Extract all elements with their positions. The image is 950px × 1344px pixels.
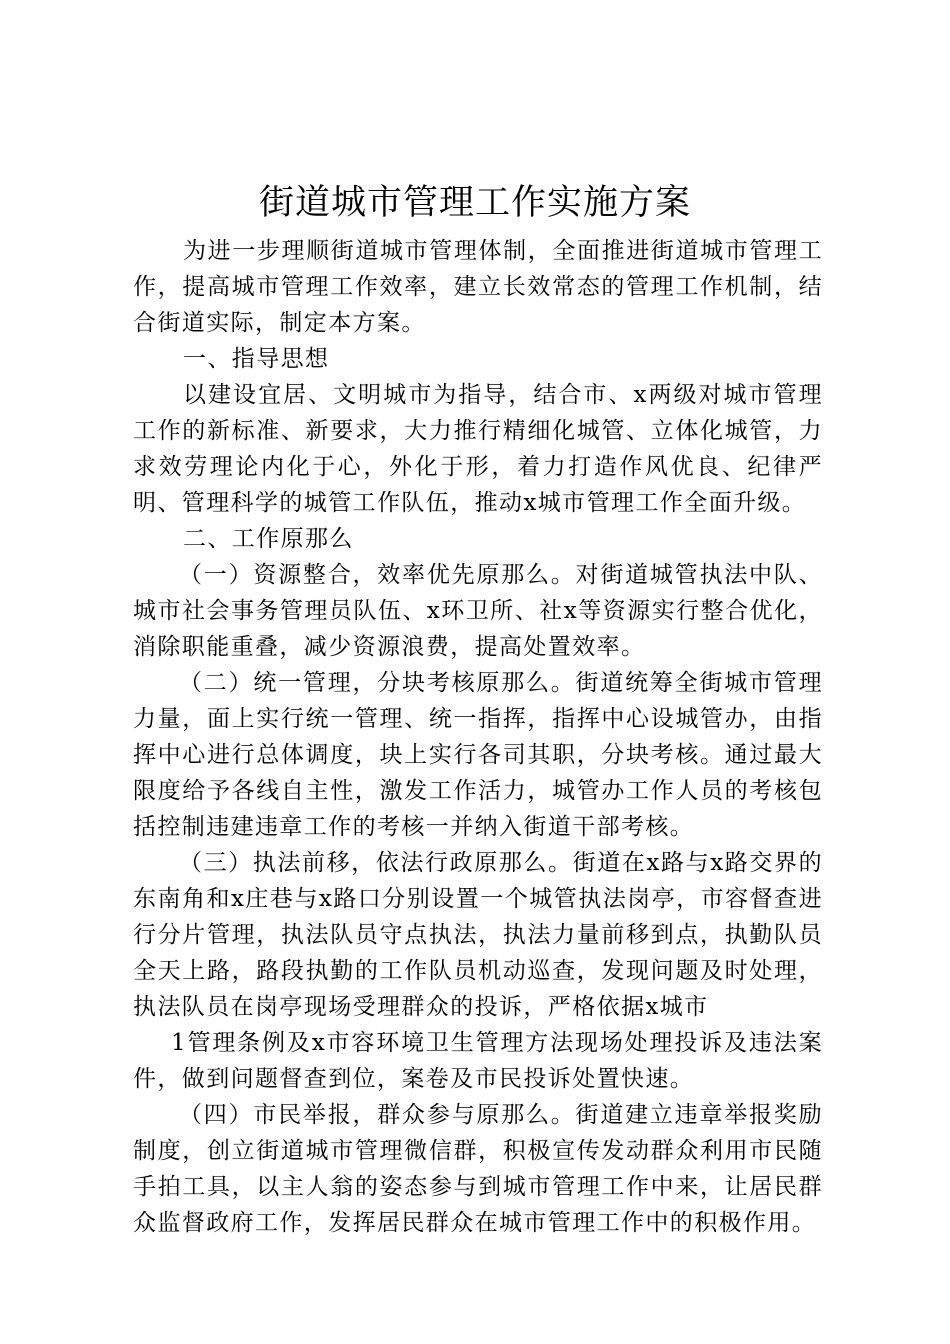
guiding-thought-paragraph: 以建设宜居、文明城市为指导，结合市、x两级对城市管理工作的新标准、新要求，大力推行精细化城管、立体化城管，力求效劳理论内化于心，外化于形，着力打造作风优良、纪律严明、管理科学的城管工作队伍，推动x城市管理工作全面升级。 xyxy=(133,382,823,516)
document-title: 街道城市管理工作实施方案 xyxy=(258,183,691,223)
section-heading-guiding-thought: 一、指导思想 xyxy=(183,346,330,372)
document-body xyxy=(133,233,823,1241)
principle-1-paragraph: （一）资源整合，效率优先原那么。对街道城管执法中队、城市社会事务管理员队伍、x环卫所、社x等资源实行整合优化，消除职能重叠，减少资源浪费，提高处置效率。 xyxy=(133,562,823,660)
principle-2-paragraph: （二）统一管理，分块考核原那么。街道统筹全街城市管理力量，面上实行统一管理、统一指挥，指挥中心设城管办，由指挥中心进行总体调度，块上实行各司其职，分块考核。通过最大限度给予各线自主性，激发工作活力，城管办工作人员的考核包括控制违建违章工作的考核一并纳入街道干部考核。 xyxy=(133,670,823,840)
section-heading-principles: 二、工作原那么 xyxy=(183,526,354,552)
principle-4-paragraph: （四）市民举报，群众参与原那么。街道建立违章举报奖励制度，创立街道城市管理微信群，积极宣传发动群众利用市民随手拍工具，以主人翁的姿态参与到城市管理工作中来，让居民群众监督政府工作，发挥居民群众在城市管理工作中的积极作用。 xyxy=(133,1102,823,1236)
intro-paragraph: 为进一步理顺街道城市管理体制，全面推进街道城市管理工作，提高城市管理工作效率，建立长效常态的管理工作机制，结合街道实际，制定本方案。 xyxy=(133,238,823,336)
principle-3-paragraph: （三）执法前移，依法行政原那么。街道在x路与x路交界的东南角和x庄巷与x路口分别设置一个城管执法岗亭，市容督查进行分片管理，执法队员守点执法，执法力量前移到点，执勤队员全天上路，路段执勤的工作队员机动巡查，发现问题及时处理，执法队员在岗亭现场受理群众的投诉，严格依据x城市 xyxy=(133,850,823,1020)
principle-3-continuation-paragraph: 1管理条例及x市容环境卫生管理方法现场处理投诉及违法案件，做到问题督查到位，案卷及市民投诉处置快速。 xyxy=(133,1030,823,1092)
